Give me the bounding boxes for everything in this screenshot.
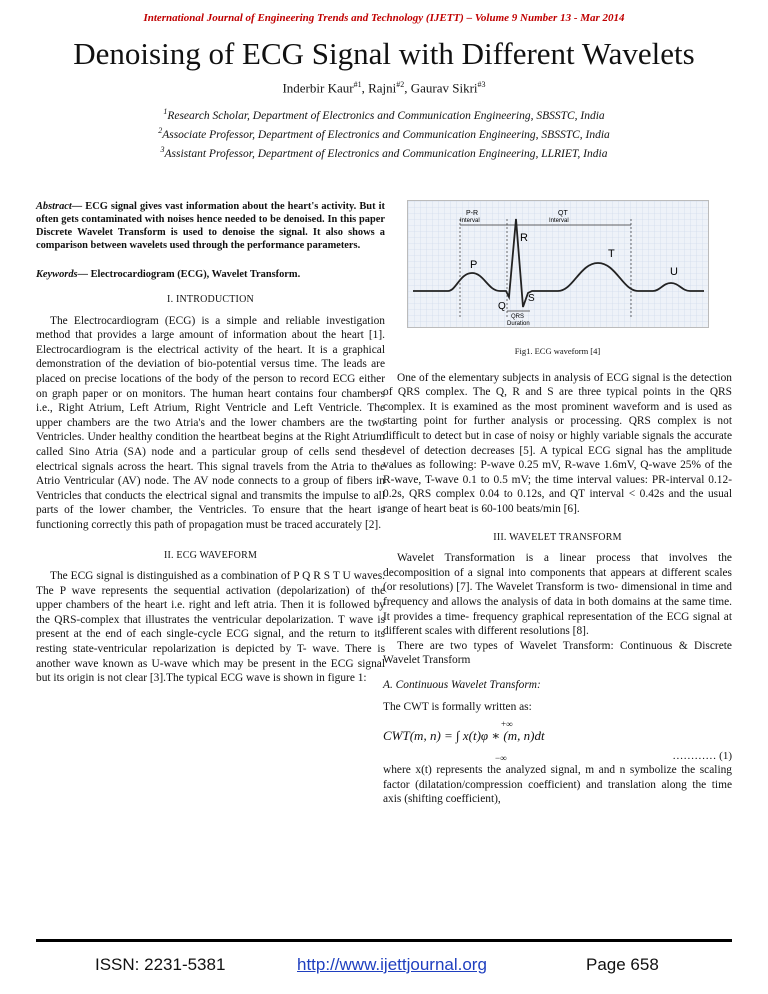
label-qrs: QRS [510, 314, 524, 320]
wavelet-paragraph-2: There are two types of Wavelet Transform: Continuous & Discrete Wavelet Transform [383, 639, 732, 667]
integral-lower-limit: −∞ [495, 753, 507, 764]
ecg-waveform-figure [407, 200, 709, 328]
label-r: R [519, 232, 528, 244]
journal-header: International Journal of Engineering Trends and Technology (IJETT) – Volume 9 Number 13 - Mar 2014 [143, 12, 625, 24]
affiliation-1-sup: 1 [163, 107, 168, 116]
right-column [383, 200, 732, 807]
abstract [36, 200, 385, 252]
label-pr: P-R [465, 210, 478, 217]
footer-issn: ISSN: 2231-5381 [95, 955, 226, 974]
keywords [36, 268, 385, 281]
left-column [36, 200, 385, 686]
author-1-sup: #1 [353, 80, 362, 89]
affiliation-3-text: Assistant Professor, Department of Electronics and Communication Engineering, LLRIET, India [164, 147, 608, 160]
label-p: P [469, 259, 477, 271]
section-1-title: I. INTRODUCTION [167, 294, 254, 305]
subsection-a-title: A. Continuous Wavelet Transform: [383, 678, 541, 691]
author-line: Inderbir Kaur$^{\#1}$, Rajni$^{\#2}$, Gaurav Sikri$^{\#3}$ [282, 80, 486, 96]
affiliation-3 [0, 145, 768, 160]
affiliation-1 [0, 107, 768, 122]
abstract-label: Abstract— [36, 201, 83, 212]
label-u: U [669, 266, 678, 278]
author-2: Rajni [368, 80, 397, 96]
cwt-intro: The CWT is formally written as: [383, 701, 532, 714]
label-qrs-duration: Duration [506, 321, 530, 327]
equation-text: CWT(m, n) = ∫ x(t)φ ∗ (m, n)dt [383, 728, 545, 744]
footer-url-link[interactable]: http://www.ijettjournal.org [297, 955, 487, 974]
section-3-title: III. WAVELET TRANSFORM [493, 531, 622, 543]
footer-rule [36, 939, 732, 942]
author-1: Inderbir Kaur [282, 80, 354, 96]
ecg-waveform-paragraph: The ECG signal is distinguished as a combination of P Q R S T U waves. The P wave represents the sequential activation (depolarization) of the upper chambers of the heart i.e. right and left atria. Then it is followed by the QRS-complex that illustrates the ventricular depolarization. T wave is present at the end of each single-cycle ECG signal, and the return to its resting state-ventricular repolarization is depicted by T- wave. There is another wave known as U-wave which may be present in the ECG signal but its origin is not clear [3].The typical ECG wave is shown in figure 1: [36, 570, 385, 685]
wavelet-paragraph-1: Wavelet Transformation is a linear process that involves the decomposition of a signal into components that appears at different scales (or resolutions) [7]. The Wavelet Transform is two- dimensional in time and frequency and allows the analysis of data in both domains at the same time. It provides a time- frequency graphical representation of the ECG signal at different scales with different resolutions [8]. [383, 552, 732, 638]
author-2-sup: #2 [396, 80, 405, 89]
label-pr-interval: Interval [459, 218, 480, 224]
affiliation-2-sup: 2 [158, 126, 163, 135]
author-3: Gaurav Sikri [410, 80, 478, 96]
equation-number: ………… (1) [672, 750, 732, 763]
affiliation-3-sup: 3 [160, 145, 165, 154]
affiliation-1-text: Research Scholar, Department of Electronics and Communication Engineering, SBSSTC, India [167, 109, 605, 122]
author-3-sup: #3 [477, 80, 486, 89]
integral-upper-limit: +∞ [501, 719, 513, 730]
keywords-text: Electrocardiogram (ECG), Wavelet Transform. [87, 269, 301, 280]
cwt-description: where x(t) represents the analyzed signal, m and n symbolize the scaling factor (dilatation/compression coefficient) and translation along the time axis (shifting coefficient), [383, 764, 732, 806]
qrs-paragraph: One of the elementary subjects in analysis of ECG signal is the detection of QRS complex. The Q, R and S are three typical points in the QRS complex. It is examined as the most prominent waveform and is used as starting point for further analysis or processing. QRS complex is not difficult to detect but in case of noisy or highly variable signals the accurate level of detection decreases [5]. A typical ECG signal has the amplitude values as following: P-wave 0.25 mV, R-wave 1.6mV, Q-wave 25% of the R-wave, T-wave 0.1 to 0.5 mV; the time interval values: PR-interval 0.12-0.2s, QRS complex 0.04 to 0.12s, and QT interval < 0.42s and the usual range of heart beat is 60-100 beats/min [6]. [383, 371, 732, 515]
label-qt: QT [557, 210, 568, 217]
label-qt-interval: Interval [548, 218, 569, 224]
equation-1 [383, 721, 732, 763]
label-s: S [527, 293, 535, 304]
footer-page-number: Page 658 [586, 955, 659, 974]
label-t: T [607, 248, 615, 260]
affiliation-2-text: Associate Professor, Department of Electronics and Communication Engineering, SBSSTC, India [162, 128, 610, 141]
intro-paragraph: The Electrocardiogram (ECG) is a simple and reliable investigation method that provides a large amount of information about the heart [1]. Electrocardiogram is the electrical activity of the heart. It is a graphical demonstration of the deviation of bio-potential versus time. The leads are placed on precise locations of the body of the person to record ECG either on graph paper or on monitors. The human heart contains four chambers i.e., Right Atrium, Left Atrium, Right Ventricle and Left Ventricle. The upper chambers are the two Atria's and the lower chambers are the two Ventricles. Under healthy condition the heartbeat begins at the Right Atrium called Sino Atria (SA) node and a particular group of cells send these electrical signals across the heart. This signal travels from the Atria to the Atrio Ventricular (AV) node. The AV node connects to a group of fibers in Ventricles that conducts the electrical signal and transmits the impulse to all parts of the lower chamber, the Ventricles. To ensure that the heart is functioning correctly this path of propagation must be traced accurately [2]. [36, 314, 385, 531]
section-2-title: II. ECG WAVEFORM [163, 549, 258, 561]
paper-title: Denoising of ECG Signal with Different Wavelets [73, 36, 695, 71]
label-q: Q [497, 301, 506, 312]
affiliation-2 [0, 126, 768, 141]
figure-caption: Fig1. ECG waveform [4] [514, 346, 601, 356]
keywords-label: Keywords— [36, 269, 88, 280]
abstract-text: ECG signal gives vast information about the heart's activity. But it often gets contaminated with noises hence needed to be denoised. In this paper Discrete Wavelet Transform is used to denoise the signal. It also shows a comparison between wavelets used through the performance parameters. [36, 201, 385, 251]
